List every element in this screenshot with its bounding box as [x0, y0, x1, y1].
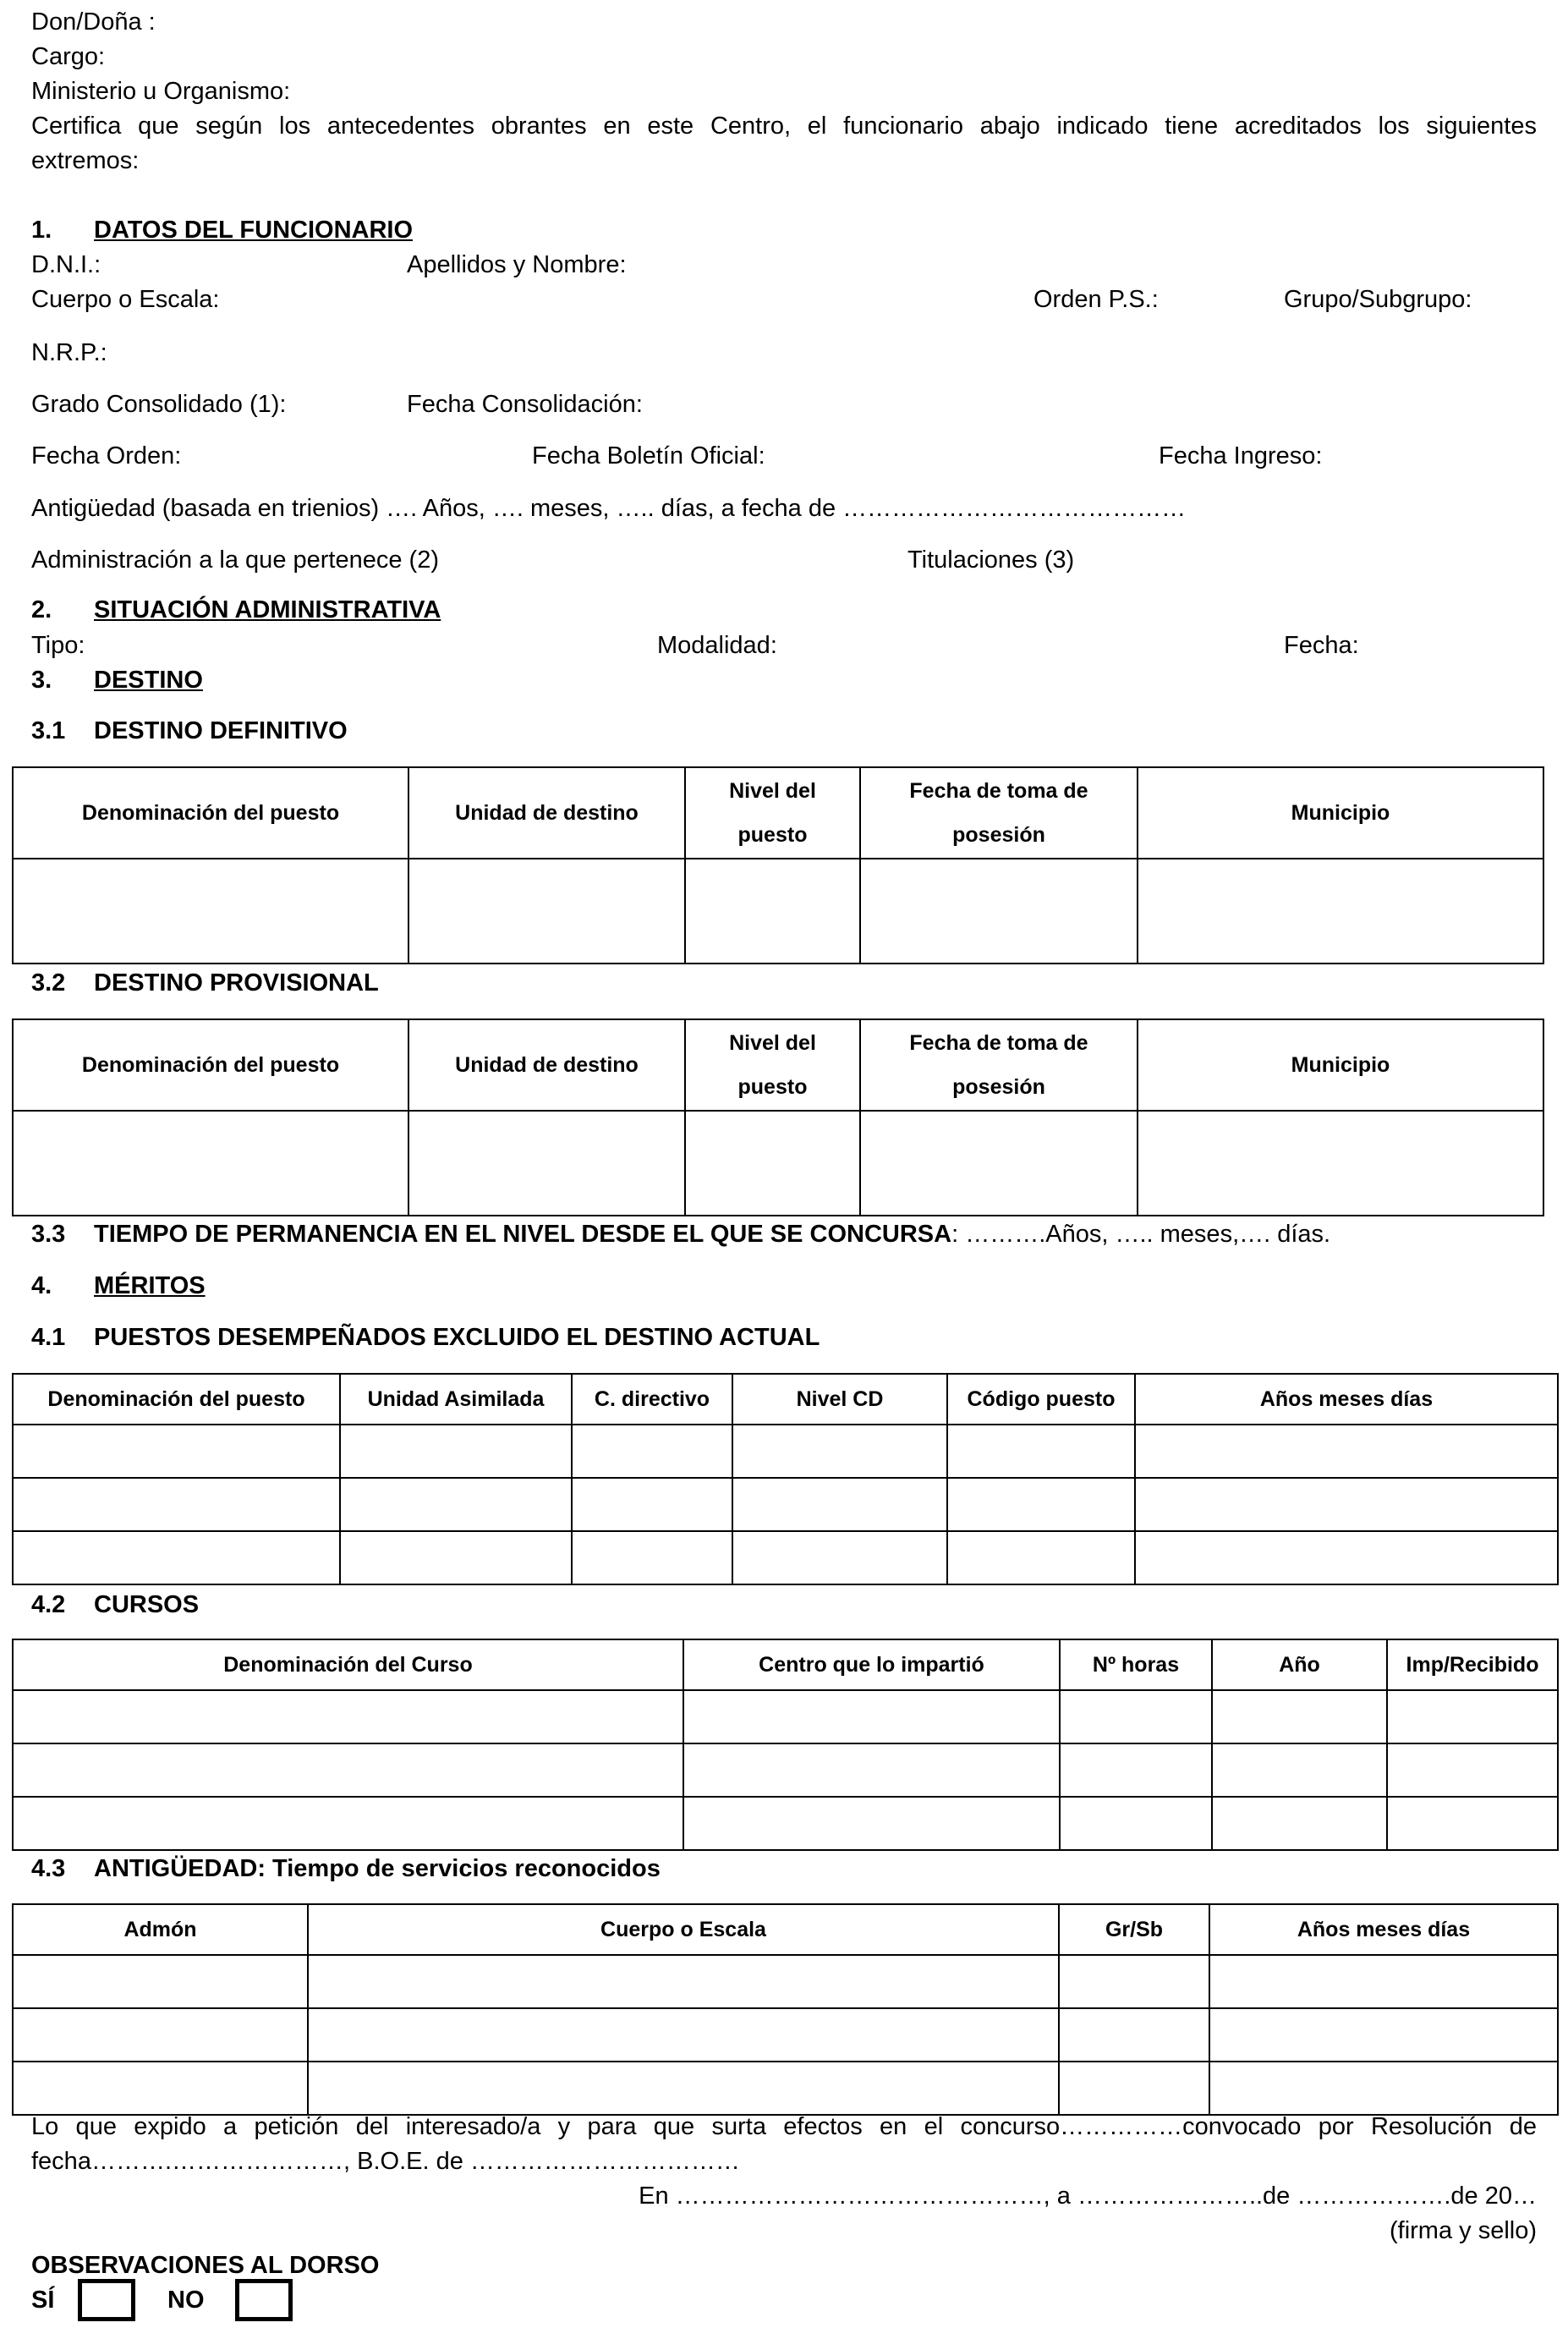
si-label: SÍ [31, 2287, 55, 2314]
section-4-2-number: 4.2 [31, 1591, 66, 1618]
administracion-label: Administración a la que pertenece (2) [31, 546, 439, 574]
table-cell[interactable] [683, 1743, 1060, 1797]
certifica-text-cont: extremos: [31, 147, 140, 174]
table-cell[interactable] [13, 1111, 408, 1216]
apellidos-label: Apellidos y Nombre: [407, 251, 627, 278]
don-dona-label: Don/Doña : [31, 8, 156, 36]
header-anos-meses-dias: Años meses días [1135, 1374, 1558, 1425]
section-2-number: 2. [31, 596, 52, 623]
table-cell[interactable] [1387, 1797, 1558, 1850]
fecha-consolidacion-label: Fecha Consolidación: [407, 391, 643, 418]
table-cell[interactable] [13, 2008, 308, 2062]
table-cell[interactable] [1060, 1690, 1212, 1743]
table-cell[interactable] [860, 859, 1138, 964]
table-cell[interactable] [572, 1531, 732, 1584]
grupo-subgrupo-label: Grupo/Subgrupo: [1284, 286, 1472, 313]
table-cell[interactable] [683, 1797, 1060, 1850]
lugar-fecha-line: En ………………………………………, a …………………..de ……………….de 20… [639, 2182, 1537, 2210]
header-anos-meses-dias: Años meses días [1209, 1904, 1558, 1955]
table-cell[interactable] [1059, 2062, 1209, 2115]
table-cell[interactable] [408, 859, 685, 964]
table-cell[interactable] [13, 1743, 683, 1797]
section-3-2-title: DESTINO PROVISIONAL [94, 969, 379, 997]
table-cell[interactable] [732, 1425, 947, 1478]
grado-consolidado-label: Grado Consolidado (1): [31, 391, 287, 418]
section-4-1-title: PUESTOS DESEMPEÑADOS EXCLUIDO EL DESTINO ACTUAL [94, 1324, 820, 1351]
header-gr-sb: Gr/Sb [1059, 1904, 1209, 1955]
table-row [13, 1955, 1558, 2008]
table-row [13, 2008, 1558, 2062]
section-1-number: 1. [31, 217, 52, 244]
table-cell[interactable] [308, 1955, 1059, 2008]
table-cell[interactable] [1060, 1743, 1212, 1797]
antiguedad-line: Antigüedad (basada en trienios) …. Años, …. meses, ….. días, a fecha de …………………………………… [31, 495, 1187, 522]
ministerio-label: Ministerio u Organismo: [31, 78, 291, 105]
cargo-label: Cargo: [31, 43, 106, 70]
table-row [13, 1478, 1558, 1531]
section-4-1-number: 4.1 [31, 1324, 66, 1351]
header-municipio: Municipio [1138, 1019, 1543, 1111]
table-cell[interactable] [683, 1690, 1060, 1743]
header-fecha-toma: Fecha de toma de posesión [860, 767, 1138, 859]
header-ano: Año [1212, 1639, 1387, 1690]
section-3-number: 3. [31, 667, 52, 694]
header-centro: Centro que lo impartió [683, 1639, 1060, 1690]
table-cell[interactable] [13, 1425, 340, 1478]
si-checkbox[interactable] [78, 2279, 135, 2321]
cuerpo-escala-label: Cuerpo o Escala: [31, 286, 220, 313]
header-unidad-asimilada: Unidad Asimilada [340, 1374, 572, 1425]
header-imp-recibido: Imp/Recibido [1387, 1639, 1558, 1690]
header-unidad: Unidad de destino [408, 1019, 685, 1111]
table-cell[interactable] [732, 1531, 947, 1584]
firma-sello-label: (firma y sello) [1389, 2217, 1537, 2244]
destino-definitivo-table [12, 766, 1544, 964]
expido-text: Lo que expido a petición del interesado/a y para que surta efectos en el concurso……………convocado por Resolución de [31, 2113, 1537, 2140]
observaciones-label: OBSERVACIONES AL DORSO [31, 2252, 380, 2279]
table-cell[interactable] [1212, 1690, 1387, 1743]
table-cell[interactable] [1059, 1955, 1209, 2008]
table-cell[interactable] [1387, 1743, 1558, 1797]
puestos-desempenados-table [12, 1373, 1559, 1585]
table-row [13, 1531, 1558, 1584]
table-cell[interactable] [13, 1690, 683, 1743]
section-4-2-title: CURSOS [94, 1591, 200, 1618]
header-unidad: Unidad de destino [408, 767, 685, 859]
section-4-3-title: ANTIGÜEDAD: Tiempo de servicios reconocidos [94, 1855, 661, 1882]
table-row [13, 2062, 1558, 2115]
no-checkbox[interactable] [235, 2279, 293, 2321]
section-4-3-number: 4.3 [31, 1855, 66, 1882]
no-label: NO [167, 2287, 205, 2314]
table-cell[interactable] [947, 1478, 1135, 1531]
table-cell[interactable] [408, 1111, 685, 1216]
titulaciones-label: Titulaciones (3) [907, 546, 1075, 574]
table-cell[interactable] [860, 1111, 1138, 1216]
header-denominacion: Denominación del puesto [13, 767, 408, 859]
header-denominacion: Denominación del puesto [13, 1019, 408, 1111]
table-row [13, 1743, 1558, 1797]
table-cell[interactable] [340, 1478, 572, 1531]
table-cell[interactable] [1212, 1743, 1387, 1797]
table-cell[interactable] [340, 1425, 572, 1478]
table-cell[interactable] [1135, 1478, 1558, 1531]
orden-ps-label: Orden P.S.: [1033, 286, 1159, 313]
section-1-title: DATOS DEL FUNCIONARIO [94, 217, 414, 244]
header-nivel: Nivel del puesto [685, 1019, 860, 1111]
table-cell[interactable] [947, 1531, 1135, 1584]
fecha-boletin-label: Fecha Boletín Oficial: [532, 442, 765, 469]
section-4-number: 4. [31, 1272, 52, 1299]
table-cell[interactable] [1209, 2062, 1558, 2115]
table-cell[interactable] [1135, 1531, 1558, 1584]
table-cell[interactable] [1060, 1797, 1212, 1850]
table-cell[interactable] [1135, 1425, 1558, 1478]
situacion-fecha-label: Fecha: [1284, 632, 1359, 659]
table-cell[interactable] [13, 1478, 340, 1531]
header-nivel-cd: Nivel CD [732, 1374, 947, 1425]
table-cell[interactable] [1209, 1955, 1558, 2008]
section-3-2-number: 3.2 [31, 969, 66, 997]
header-admon: Admón [13, 1904, 308, 1955]
header-nivel: Nivel del puesto [685, 767, 860, 859]
section-3-1-number: 3.1 [31, 717, 66, 744]
modalidad-label: Modalidad: [657, 632, 777, 659]
header-cuerpo-escala: Cuerpo o Escala [308, 1904, 1059, 1955]
table-cell[interactable] [732, 1478, 947, 1531]
table-cell[interactable] [1387, 1690, 1558, 1743]
section-3-1-title: DESTINO DEFINITIVO [94, 717, 348, 744]
header-denominacion: Denominación del puesto [13, 1374, 340, 1425]
table-cell[interactable] [308, 2008, 1059, 2062]
table-cell[interactable] [13, 1955, 308, 2008]
section-4-title: MÉRITOS [94, 1272, 206, 1299]
table-cell[interactable] [1138, 859, 1543, 964]
table-cell[interactable] [13, 859, 408, 964]
table-cell[interactable] [1059, 2008, 1209, 2062]
table-cell[interactable] [947, 1425, 1135, 1478]
table-cell[interactable] [572, 1425, 732, 1478]
header-c-directivo: C. directivo [572, 1374, 732, 1425]
section-2-title: SITUACIÓN ADMINISTRATIVA [94, 596, 441, 623]
table-cell[interactable] [13, 1797, 683, 1850]
fecha-orden-label: Fecha Orden: [31, 442, 182, 469]
section-3-3-line: TIEMPO DE PERMANENCIA EN EL NIVEL DESDE EL QUE SE CONCURSA: ……….Años, ….. meses,…. días. [94, 1221, 1331, 1248]
table-cell[interactable] [340, 1531, 572, 1584]
table-cell[interactable] [1138, 1111, 1543, 1216]
header-denominacion-curso: Denominación del Curso [13, 1639, 683, 1690]
fecha-ingreso-label: Fecha Ingreso: [1159, 442, 1323, 469]
destino-provisional-table [12, 1018, 1544, 1216]
table-cell[interactable] [13, 1531, 340, 1584]
header-horas: Nº horas [1060, 1639, 1212, 1690]
section-3-title: DESTINO [94, 667, 203, 694]
table-cell[interactable] [572, 1478, 732, 1531]
table-row [13, 1797, 1558, 1850]
cursos-table [12, 1639, 1559, 1851]
tipo-label: Tipo: [31, 632, 85, 659]
table-cell[interactable] [1212, 1797, 1387, 1850]
table-cell[interactable] [13, 2062, 308, 2115]
table-cell[interactable] [308, 2062, 1059, 2115]
header-municipio: Municipio [1138, 767, 1543, 859]
header-codigo-puesto: Código puesto [947, 1374, 1135, 1425]
section-3-3-number: 3.3 [31, 1221, 66, 1248]
table-cell[interactable] [1209, 2008, 1558, 2062]
nrp-label: N.R.P.: [31, 339, 107, 366]
expido-text-cont: fecha……….…………………, B.O.E. de …………………………… [31, 2148, 740, 2175]
table-row [13, 1425, 1558, 1478]
antiguedad-table [12, 1903, 1559, 2116]
header-fecha-toma: Fecha de toma de posesión [860, 1019, 1138, 1111]
dni-label: D.N.I.: [31, 251, 101, 278]
table-cell[interactable] [685, 1111, 860, 1216]
table-cell[interactable] [685, 859, 860, 964]
certifica-text: Certifica que según los antecedentes obrantes en este Centro, el funcionario abajo indicado tiene acreditados los siguientes [31, 113, 1537, 140]
table-row [13, 1690, 1558, 1743]
